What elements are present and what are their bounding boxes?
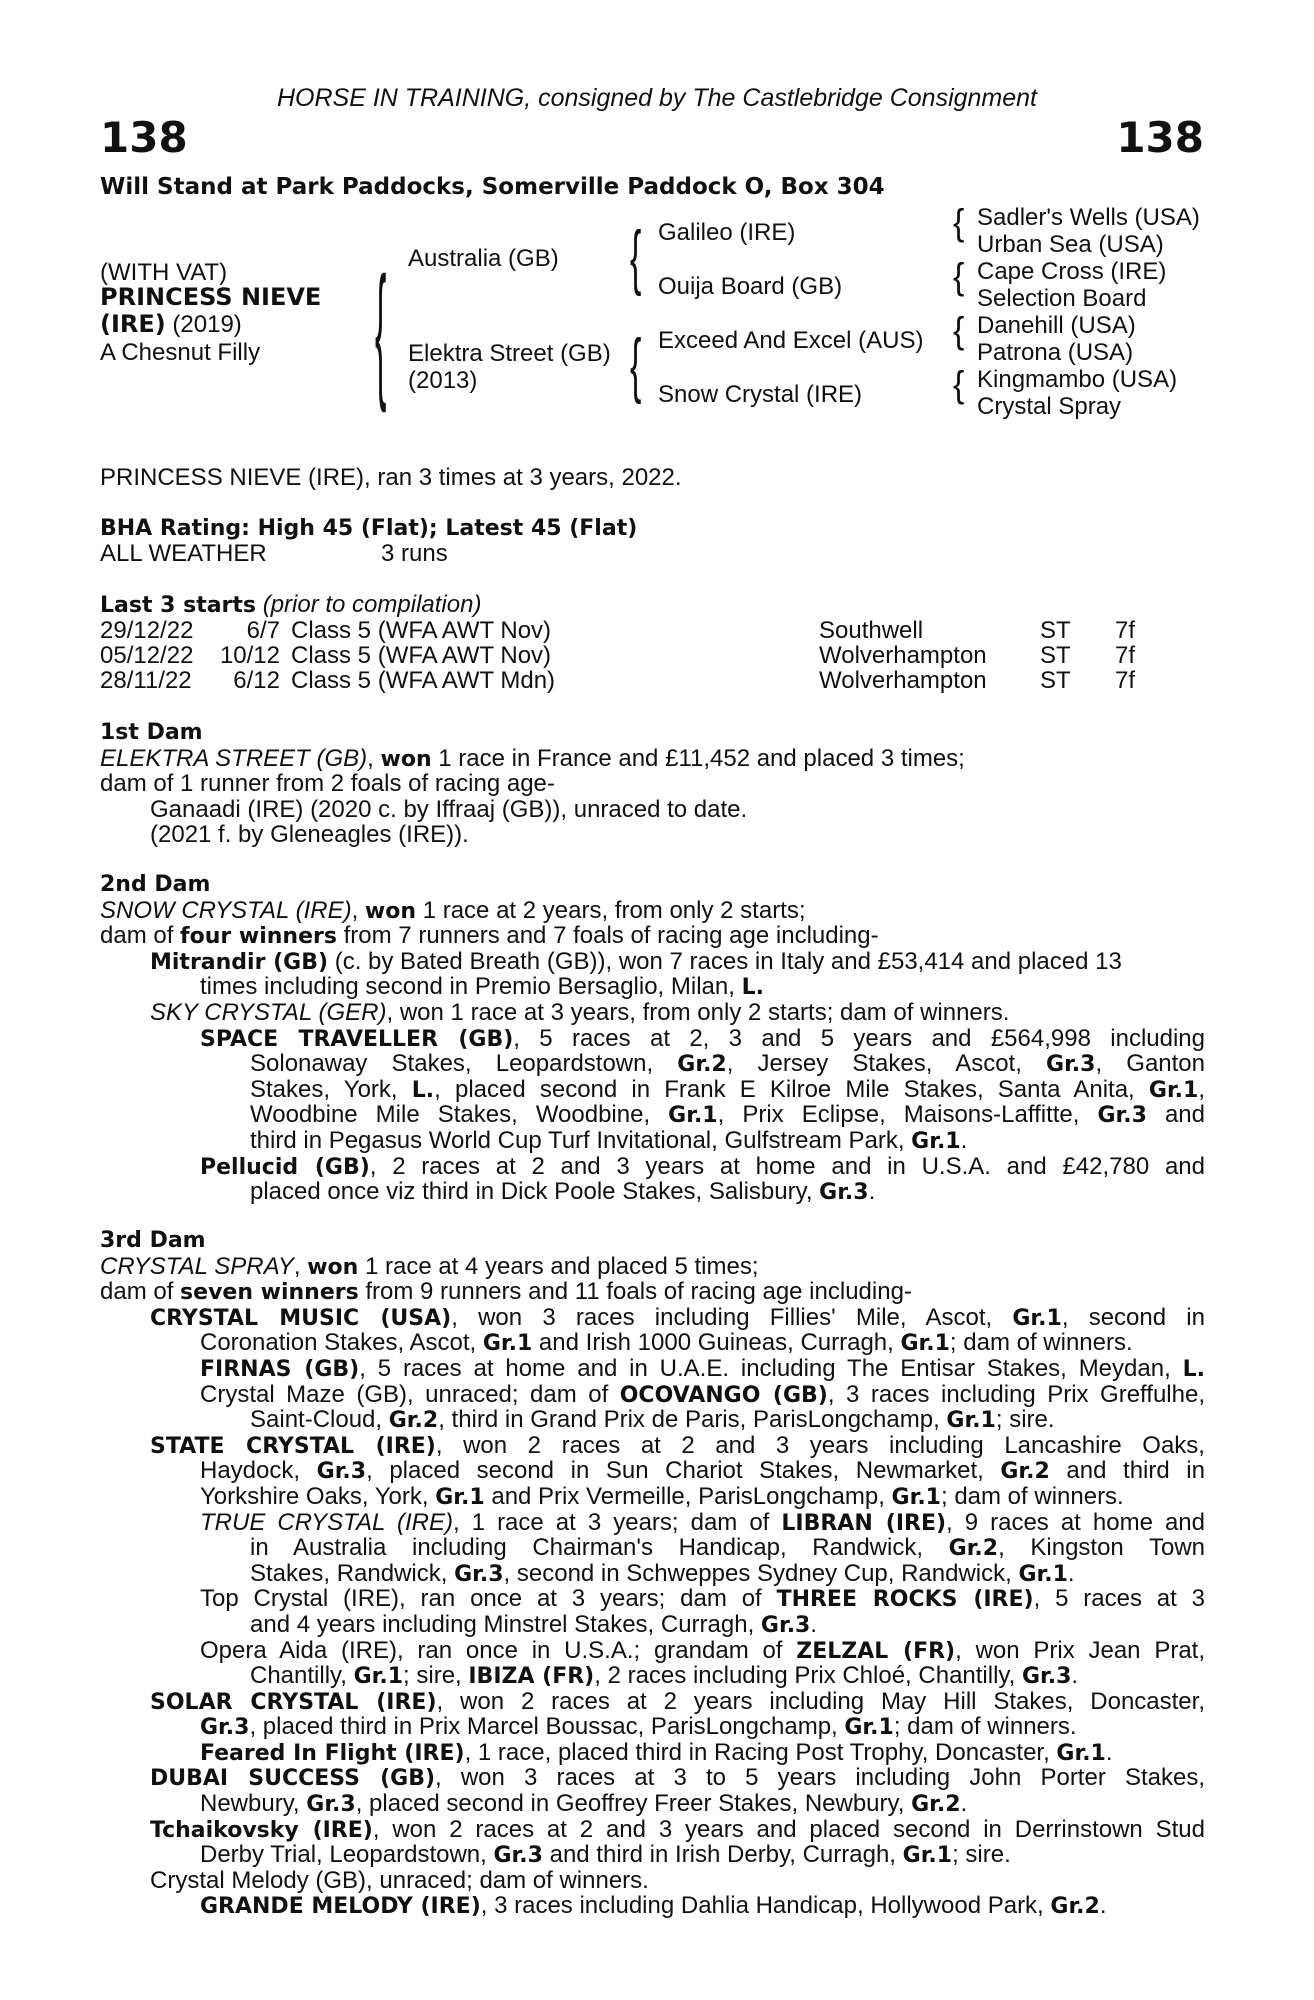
text: Opera Aida (IRE), ran once in U.S.A.; grandam of xyxy=(200,1637,797,1664)
third-dam-title: 3rd Dam xyxy=(100,1228,206,1253)
sire: Australia (GB) xyxy=(408,245,559,272)
horse-name: STATE CRYSTAL (IRE) xyxy=(150,1433,436,1459)
second-dam-line2 xyxy=(100,923,1205,949)
start-date: 29/12/22 xyxy=(100,617,194,644)
dam-dam: Snow Crystal (IRE) xyxy=(658,381,863,408)
start-race: Class 5 (WFA AWT Nov) xyxy=(291,617,552,644)
firnas-line xyxy=(100,1356,1205,1382)
g3-crystal-spray: Crystal Spray xyxy=(977,393,1122,420)
g3-kingmambo: Kingmambo (USA) xyxy=(977,366,1178,393)
winners-count: seven winners xyxy=(180,1280,359,1305)
grade-badge: Gr.1 xyxy=(1148,1077,1199,1103)
text: , 5 races at 3 xyxy=(1033,1586,1205,1612)
text: and Irish 1000 Guineas, Curragh, xyxy=(532,1330,901,1356)
first-dam-line3: Ganaadi (IRE) (2020 c. by Iffraaj (GB)), unraced to date. xyxy=(150,796,748,823)
text: , placed second in Geoffrey Freer Stakes, Newbury, xyxy=(355,1791,912,1817)
horse-name: ZELZAL (FR) xyxy=(796,1638,956,1664)
grade-badge: Gr.1 xyxy=(946,1408,996,1433)
horse-name: CRYSTAL MUSIC (USA) xyxy=(150,1305,452,1331)
text: . xyxy=(960,1127,968,1154)
dubai-success-line1 xyxy=(100,1765,1205,1791)
grade-badge: Gr.3 xyxy=(1021,1664,1072,1689)
listed-badge: L. xyxy=(1182,1356,1205,1382)
true-crystal-line1 xyxy=(100,1510,1205,1536)
true-crystal-line3 xyxy=(100,1561,1205,1587)
grade-badge: Gr.2 xyxy=(1000,1459,1050,1484)
horse-name: FIRNAS (GB) xyxy=(200,1356,360,1382)
start-distance: 7f xyxy=(1115,667,1136,694)
text: , 5 races at 2, 3 and 5 years and £564,998 including xyxy=(513,1025,1205,1052)
dam-year: (2013) xyxy=(408,367,478,394)
horse-name: DUBAI SUCCESS (GB) xyxy=(150,1766,436,1792)
grade-badge: Gr.1 xyxy=(891,1484,941,1510)
grade-badge: Gr.2 xyxy=(911,1792,961,1817)
sire-sire: Galileo (IRE) xyxy=(658,219,796,246)
first-dam-section xyxy=(100,720,1205,848)
horse-name: THREE ROCKS (IRE) xyxy=(776,1587,1034,1612)
start-race: Class 5 (WFA AWT Nov) xyxy=(291,642,552,669)
g3-selection-board: Selection Board xyxy=(977,285,1147,312)
first-dam-line2: dam of 1 runner from 2 foals of racing age- xyxy=(100,771,555,797)
text: , Kingston Town xyxy=(998,1535,1205,1561)
consignment-header: HORSE IN TRAINING, consigned by The Castlebridge Consignment xyxy=(276,84,1038,112)
start-distance: 7f xyxy=(1115,617,1136,644)
crystal-maze-line2 xyxy=(100,1407,1205,1433)
grade-badge: Gr.3 xyxy=(200,1715,250,1740)
text: , won 3 races including Fillies' Mile, Ascot, xyxy=(451,1304,1013,1331)
text: Saint-Cloud, xyxy=(250,1407,389,1433)
text: , 1 race at 3 years; dam of xyxy=(452,1509,782,1536)
text: placed once viz third in Dick Poole Stakes, Salisbury, xyxy=(250,1179,820,1205)
third-dam-section xyxy=(100,1228,1205,1919)
winners-count: four winners xyxy=(180,924,337,949)
dam-name: CRYSTAL SPRAY xyxy=(100,1253,294,1280)
race-summary: PRINCESS NIEVE (IRE), ran 3 times at 3 years, 2022. xyxy=(100,464,682,491)
text: , 3 races including Prix Greffulhe, xyxy=(827,1381,1205,1408)
opera-aida-line1 xyxy=(100,1638,1205,1664)
text: times including second in Premio Bersaglio, Milan, xyxy=(200,974,742,1000)
text: , won 2 races at 2 years including May Hill Stakes, Doncaster, xyxy=(436,1688,1205,1715)
text: and Prix Vermeille, ParisLongchamp, xyxy=(484,1483,892,1510)
text: . xyxy=(1099,1893,1107,1920)
dam-sire: Exceed And Excel (AUS) xyxy=(658,327,924,354)
start-pos: 10/12 xyxy=(219,642,280,669)
start-pos: 6/12 xyxy=(233,667,280,694)
text: Yorkshire Oaks, York, xyxy=(200,1483,436,1510)
text: , second in xyxy=(1061,1304,1205,1331)
third-dam-line1: CRYSTAL SPRAY, won 1 race at 4 years and placed 5 times; xyxy=(100,1253,759,1280)
text: and xyxy=(1146,1102,1205,1128)
text: Stakes, Randwick, xyxy=(250,1560,455,1587)
text: Top Crystal (IRE), ran once at 3 years; dam of xyxy=(200,1586,777,1612)
g3-patrona: Patrona (USA) xyxy=(977,339,1134,366)
grade-badge: Gr.1 xyxy=(435,1484,485,1510)
text: . xyxy=(960,1791,968,1817)
grade-badge: Gr.3 xyxy=(1046,1052,1096,1077)
text: , 2 races including Prix Chloé, Chantilly, xyxy=(594,1663,1022,1689)
crystal-music-line1 xyxy=(100,1305,1205,1331)
feared-in-flight-line xyxy=(100,1740,1205,1766)
first-dam-line1: ELEKTRA STREET (GB), won 1 race in France and £11,452 and placed 3 times; xyxy=(100,745,965,772)
grade-badge: Gr.3 xyxy=(819,1180,869,1205)
grade-badge: Gr.1 xyxy=(668,1103,718,1128)
text: , 3 races including Dahlia Handicap, Hollywood Park, xyxy=(480,1893,1051,1920)
horse-name: OCOVANGO (GB) xyxy=(619,1382,828,1408)
dam: Elektra Street (GB) xyxy=(408,340,611,367)
text: 1 race at 2 years, from only 2 starts; xyxy=(416,897,806,924)
text: Derby Trial, Leopardstown, xyxy=(200,1842,494,1868)
grade-badge: Gr.1 xyxy=(900,1331,950,1356)
text: Woodbine Mile Stakes, Woodbine, xyxy=(250,1102,669,1128)
grade-badge: Gr.3 xyxy=(760,1612,811,1638)
tchaikovsky-line1 xyxy=(100,1817,1205,1843)
text: (c. by Bated Breath (GB)), won 7 races in Italy and £53,414 and placed 13 xyxy=(328,948,1122,975)
start-going: ST xyxy=(1040,667,1071,694)
space-traveller-line1 xyxy=(100,1026,1205,1052)
state-crystal-line1 xyxy=(100,1433,1205,1459)
won-label: won xyxy=(364,898,417,924)
start-going: ST xyxy=(1040,642,1071,669)
horse-description: A Chesnut Filly xyxy=(100,339,261,366)
second-dam-line1: SNOW CRYSTAL (IRE), won 1 race at 2 years, from only 2 starts; xyxy=(100,897,806,924)
text: , xyxy=(1198,1076,1205,1103)
horse-country: (IRE) xyxy=(100,310,166,338)
text: , 1 race, placed third in Racing Post Trophy, Doncaster, xyxy=(464,1739,1057,1766)
opera-aida-line2 xyxy=(100,1663,1205,1689)
horse-name: IBIZA (FR) xyxy=(468,1664,595,1689)
text: ; dam of winners. xyxy=(893,1714,1077,1740)
space-traveller-line5 xyxy=(100,1128,1205,1154)
text: from 9 runners and 11 foals of racing age including- xyxy=(358,1279,912,1305)
text: , won 2 races at 2 and 3 years including Lancashire Oaks, xyxy=(435,1432,1205,1459)
grade-badge: Gr.2 xyxy=(1050,1894,1100,1920)
g3-sadlers-wells: Sadler's Wells (USA) xyxy=(977,204,1200,231)
text: ; dam of winners. xyxy=(940,1483,1124,1510)
grade-badge: Gr.1 xyxy=(844,1715,894,1740)
text: dam of xyxy=(100,923,181,949)
text: , Ganton xyxy=(1095,1051,1205,1077)
text: , placed second in Frank E Kilroe Mile Stakes, Santa Anita, xyxy=(434,1076,1149,1103)
starts-title: Last 3 starts xyxy=(100,593,257,618)
grade-badge: Gr.1 xyxy=(1012,1305,1062,1331)
text: , Prix Eclipse, Maisons-Laffitte, xyxy=(717,1102,1098,1128)
grade-badge: Gr.3 xyxy=(316,1459,367,1484)
text: . xyxy=(1105,1739,1113,1766)
listed-badge: L. xyxy=(411,1077,435,1103)
text: dam of xyxy=(100,1279,181,1305)
text: , 5 races at home and in U.A.E. including The Entisar Stakes, Meydan, xyxy=(359,1355,1183,1382)
sire-dam: Ouija Board (GB) xyxy=(658,273,843,300)
starts-heading xyxy=(100,592,481,619)
text: Crystal Maze (GB), unraced; dam of xyxy=(200,1381,620,1408)
text: 1 race in France and £11,452 and placed 3 times; xyxy=(431,745,965,772)
tchaikovsky-line2 xyxy=(100,1842,1205,1868)
text: , won 3 races at 3 to 5 years including John Porter Stakes, xyxy=(435,1765,1205,1792)
grade-badge: Gr.1 xyxy=(902,1843,953,1868)
space-traveller-line2 xyxy=(100,1051,1205,1077)
text: , second in Schweppes Sydney Cup, Randwick, xyxy=(503,1560,1019,1587)
listed-badge: L. xyxy=(741,975,764,1000)
surface-runs: 3 runs xyxy=(381,540,448,567)
won-label: won xyxy=(307,1254,359,1280)
grade-badge: Gr.1 xyxy=(353,1664,404,1689)
mitrandir-line2 xyxy=(100,974,1205,1000)
text: . xyxy=(1067,1560,1075,1587)
grade-badge: Gr.2 xyxy=(388,1408,439,1433)
text: , 2 races at 2 and 3 years at home and in U.S.A. and £42,780 and xyxy=(369,1153,1205,1180)
third-dam-line2 xyxy=(100,1279,1205,1305)
true-crystal-line2 xyxy=(100,1535,1205,1561)
text: . xyxy=(868,1179,876,1205)
grade-badge: Gr.1 xyxy=(482,1331,533,1356)
start-date: 28/11/22 xyxy=(100,667,192,694)
solar-crystal-line1 xyxy=(100,1689,1205,1715)
text: and 4 years including Minstrel Stakes, Curragh, xyxy=(250,1611,761,1638)
state-crystal-line3 xyxy=(100,1484,1205,1510)
lot-number-right: 138 xyxy=(1116,113,1204,162)
dam-name: SNOW CRYSTAL (IRE) xyxy=(100,897,352,924)
first-dam-line4: (2021 f. by Gleneagles (IRE)). xyxy=(150,822,469,848)
brace-sire: { xyxy=(630,217,642,298)
text: ; sire, xyxy=(403,1663,469,1689)
text: Coronation Stakes, Ascot, xyxy=(200,1330,483,1356)
grade-badge: Gr.1 xyxy=(1056,1740,1106,1766)
crystal-music-line2 xyxy=(100,1330,1205,1356)
grade-badge: Gr.1 xyxy=(1018,1561,1068,1587)
text: ; dam of winners. xyxy=(949,1330,1133,1356)
horse-name: Pellucid (GB) xyxy=(200,1154,370,1180)
horse-name: PRINCESS NIEVE xyxy=(100,283,322,311)
text: Chantilly, xyxy=(250,1663,354,1689)
bha-rating: BHA Rating: High 45 (Flat); Latest 45 (Flat) xyxy=(100,516,638,541)
start-course: Wolverhampton xyxy=(819,667,987,694)
space-traveller-line4 xyxy=(100,1102,1205,1128)
brace-g3-4: { xyxy=(953,363,965,406)
horse-name: Mitrandir (GB) xyxy=(150,949,329,975)
top-crystal-line2 xyxy=(100,1612,1205,1638)
brace-main: { xyxy=(375,249,387,417)
text: , third in Grand Prix de Paris, ParisLongchamp, xyxy=(438,1407,947,1433)
won-label: won xyxy=(380,746,432,772)
g3-cape-cross: Cape Cross (IRE) xyxy=(977,258,1167,285)
first-dam-title: 1st Dam xyxy=(100,720,203,745)
text: and third in Irish Derby, Curragh, xyxy=(542,1842,903,1868)
grade-badge: Gr.2 xyxy=(948,1536,999,1561)
text: from 7 runners and 7 foals of racing age including- xyxy=(336,923,879,949)
grade-badge: Gr.3 xyxy=(1097,1103,1147,1128)
grade-badge: Gr.3 xyxy=(454,1561,504,1587)
horse-name: GRANDE MELODY (IRE) xyxy=(200,1894,481,1920)
text: , placed third in Prix Marcel Boussac, ParisLongchamp, xyxy=(249,1714,845,1740)
text: Stakes, York, xyxy=(250,1076,412,1103)
dubai-success-line2 xyxy=(100,1791,1205,1817)
start-course: Wolverhampton xyxy=(819,642,987,669)
lot-number-left: 138 xyxy=(100,113,188,162)
pellucid-line1 xyxy=(100,1154,1205,1180)
mitrandir-line1 xyxy=(100,949,1205,975)
grade-badge: Gr.3 xyxy=(306,1792,356,1817)
g3-urban-sea: Urban Sea (USA) xyxy=(977,231,1164,258)
text: third in Pegasus World Cup Turf Invitational, Gulfstream Park, xyxy=(250,1127,912,1154)
text: 1 race at 4 years and placed 5 times; xyxy=(358,1253,759,1280)
start-going: ST xyxy=(1040,617,1071,644)
horse-name: LIBRAN (IRE) xyxy=(781,1510,947,1536)
starts-note: (prior to compilation) xyxy=(256,591,482,618)
second-dam-section xyxy=(100,872,1205,1205)
crystal-maze-line1 xyxy=(100,1382,1205,1408)
surface-label: ALL WEATHER xyxy=(100,540,267,567)
state-crystal-line2 xyxy=(100,1458,1205,1484)
grade-badge: Gr.3 xyxy=(493,1843,543,1868)
horse-name: Feared In Flight (IRE) xyxy=(200,1740,465,1766)
space-traveller-line3 xyxy=(100,1077,1205,1103)
horse-year: (2019) xyxy=(165,311,242,338)
grande-melody-line xyxy=(100,1893,1205,1919)
stabling-location: Will Stand at Park Paddocks, Somerville Paddock O, Box 304 xyxy=(100,174,885,200)
text: , Jersey Stakes, Ascot, xyxy=(726,1051,1047,1077)
horse-name: TRUE CRYSTAL (IRE) xyxy=(200,1509,453,1536)
brace-dam: { xyxy=(630,325,642,406)
crystal-melody-line: Crystal Melody (GB), unraced; dam of winners. xyxy=(150,1867,649,1894)
text: , won 2 races at 2 and 3 years and placed second in Derrinstown Stud xyxy=(372,1816,1205,1843)
horse-name: SOLAR CRYSTAL (IRE) xyxy=(150,1689,437,1715)
text: ; sire. xyxy=(952,1842,1011,1868)
start-distance: 7f xyxy=(1115,642,1136,669)
horse-name: SPACE TRAVELLER (GB) xyxy=(200,1026,514,1052)
second-dam-title: 2nd Dam xyxy=(100,872,211,897)
grade-badge: Gr.2 xyxy=(677,1052,727,1077)
text: and third in xyxy=(1049,1458,1205,1484)
start-course: Southwell xyxy=(819,617,924,644)
dam-name: ELEKTRA STREET (GB) xyxy=(100,745,368,772)
text: ; sire. xyxy=(995,1407,1055,1433)
text: . xyxy=(810,1611,818,1638)
start-race: Class 5 (WFA AWT Mdn) xyxy=(291,667,556,694)
g3-danehill: Danehill (USA) xyxy=(977,312,1136,339)
text: Haydock, xyxy=(200,1458,317,1484)
text: Newbury, xyxy=(200,1791,307,1817)
text: in Australia including Chairman's Handicap, Randwick, xyxy=(250,1535,949,1561)
brace-g3-2: { xyxy=(953,255,965,298)
pellucid-line2 xyxy=(100,1179,1205,1205)
sky-crystal-line xyxy=(100,1000,1205,1026)
horse-name: SKY CRYSTAL (GER) xyxy=(150,999,387,1026)
start-date: 05/12/22 xyxy=(100,642,194,669)
text: , 9 races at home and xyxy=(946,1509,1205,1536)
text: , won Prix Jean Prat, xyxy=(955,1637,1205,1664)
horse-name: Tchaikovsky (IRE) xyxy=(150,1817,373,1843)
solar-crystal-line2 xyxy=(100,1714,1205,1740)
vat-note: (WITH VAT) xyxy=(100,259,228,286)
text: , placed second in Sun Chariot Stakes, Newmarket, xyxy=(366,1458,1001,1484)
horse-name-line2 xyxy=(100,312,242,338)
brace-g3-3: { xyxy=(953,309,965,352)
grade-badge: Gr.1 xyxy=(911,1128,961,1154)
brace-g3-1: { xyxy=(953,201,965,244)
start-pos: 6/7 xyxy=(246,617,280,644)
top-crystal-line1 xyxy=(100,1586,1205,1612)
text: . xyxy=(1071,1663,1079,1689)
text: Solonaway Stakes, Leopardstown, xyxy=(250,1051,678,1077)
text: , won 1 race at 3 years, from only 2 starts; dam of winners. xyxy=(386,999,1010,1026)
